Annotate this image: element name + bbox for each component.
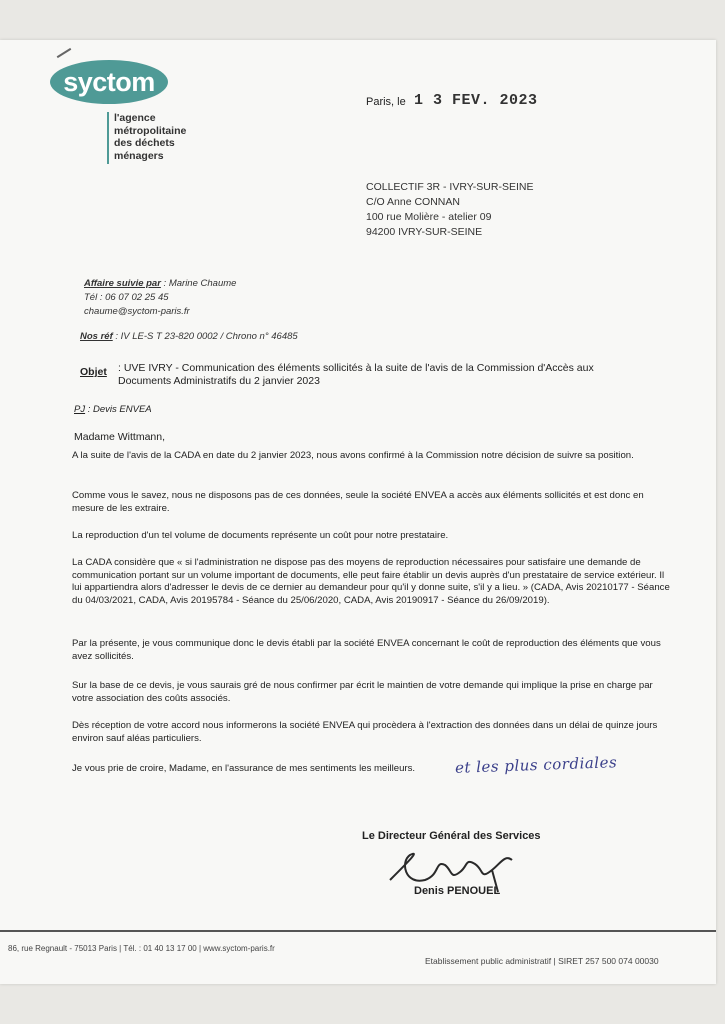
date-prefix: Paris, le <box>366 96 406 108</box>
signatory-name: Denis PENOUEL <box>414 885 501 897</box>
signatory-title: Le Directeur Général des Services <box>362 830 541 842</box>
paragraph: Comme vous le savez, nous ne disposons pas de ces données, seule la société ENVEA a accès aux éléments sollicités et est donc en mesure de les extraire. <box>72 490 644 514</box>
paragraph: La CADA considère que « si l'administration ne dispose pas des moyens de reproduction nécessaires pour satisfaire une demande de communication portant sur un volume important de documents, elle peut faire établir un devis auprès d'un prestataire de service extérieur. Il lui appartiendra alors d'adresser le devis de ce dernier au demandeur pour qu'il y donne suite, s'il y a lieu. » (CADA, Avis 20210177 - Séance du 04/03/2021, CADA, Avis 20195784 - Séance du 25/06/2020, CADA, Avis 20190917 - Séance du 26/09/2019). <box>72 557 670 606</box>
paragraph: A la suite de l'avis de la CADA en date du 2 janvier 2023, nous avons confirmé à la Commission notre décision de suivre sa position. <box>72 450 634 461</box>
date-stamp: 1 3 FEV. 2023 <box>414 92 538 109</box>
recipient-address: COLLECTIF 3R - IVRY-SUR-SEINE C/O Anne CONNAN 100 rue Molière - atelier 09 94200 IVRY-SUR-SEINE <box>366 181 534 238</box>
subject-text: : UVE IVRY - Communication des éléments sollicités à la suite de l'avis de la Commission d'Accès aux Documents Administratifs du 2 janvier 2023 <box>118 362 594 387</box>
footer-siret: Etablissement public administratif | SIRET 257 500 074 00030 <box>425 956 659 966</box>
handwritten-addition: et les plus cordiales <box>454 753 618 777</box>
reference: Nos réf : IV LE-S T 23-820 0002 / Chrono n° 46485 <box>80 331 298 342</box>
closing-paragraph: Je vous prie de croire, Madame, en l'assurance de mes sentiments les meilleurs. <box>72 763 416 774</box>
paragraph: La reproduction d'un tel volume de documents représente un coût pour notre prestataire. <box>72 530 449 541</box>
logo-divider <box>107 112 109 164</box>
attachment: PJ : Devis ENVEA <box>74 404 152 415</box>
footer-address: 86, rue Regnault - 75013 Paris | Tél. : 01 40 13 17 00 | www.syctom-paris.fr <box>8 944 275 953</box>
subject-label: Objet <box>80 366 107 378</box>
followup-email: chaume@syctom-paris.fr <box>84 306 190 317</box>
footer-divider <box>0 930 716 932</box>
paragraph: Sur la base de ce devis, je vous saurais gré de nous confirmer par écrit le maintien de votre demande qui implique la prise en charge par votre association des coûts associés. <box>72 680 653 704</box>
logo-tagline: l'agence métropolitaine des déchets ménagers <box>114 112 187 162</box>
followup-phone: Tél : 06 07 02 25 45 <box>84 292 169 303</box>
salutation: Madame Wittmann, <box>74 431 166 443</box>
paragraph: Par la présente, je vous communique donc le devis établi par la société ENVEA concernant le coût de reproduction des éléments que vous avez sollicités. <box>72 638 661 662</box>
paragraph: Dès réception de votre accord nous informerons la société ENVEA qui procèdera à l'extraction des données dans un délai de quinze jours environ sauf aléas particuliers. <box>72 720 658 744</box>
syctom-logo: syctom <box>50 60 168 104</box>
followup-contact: Affaire suivie par : Marine Chaume <box>84 278 237 289</box>
